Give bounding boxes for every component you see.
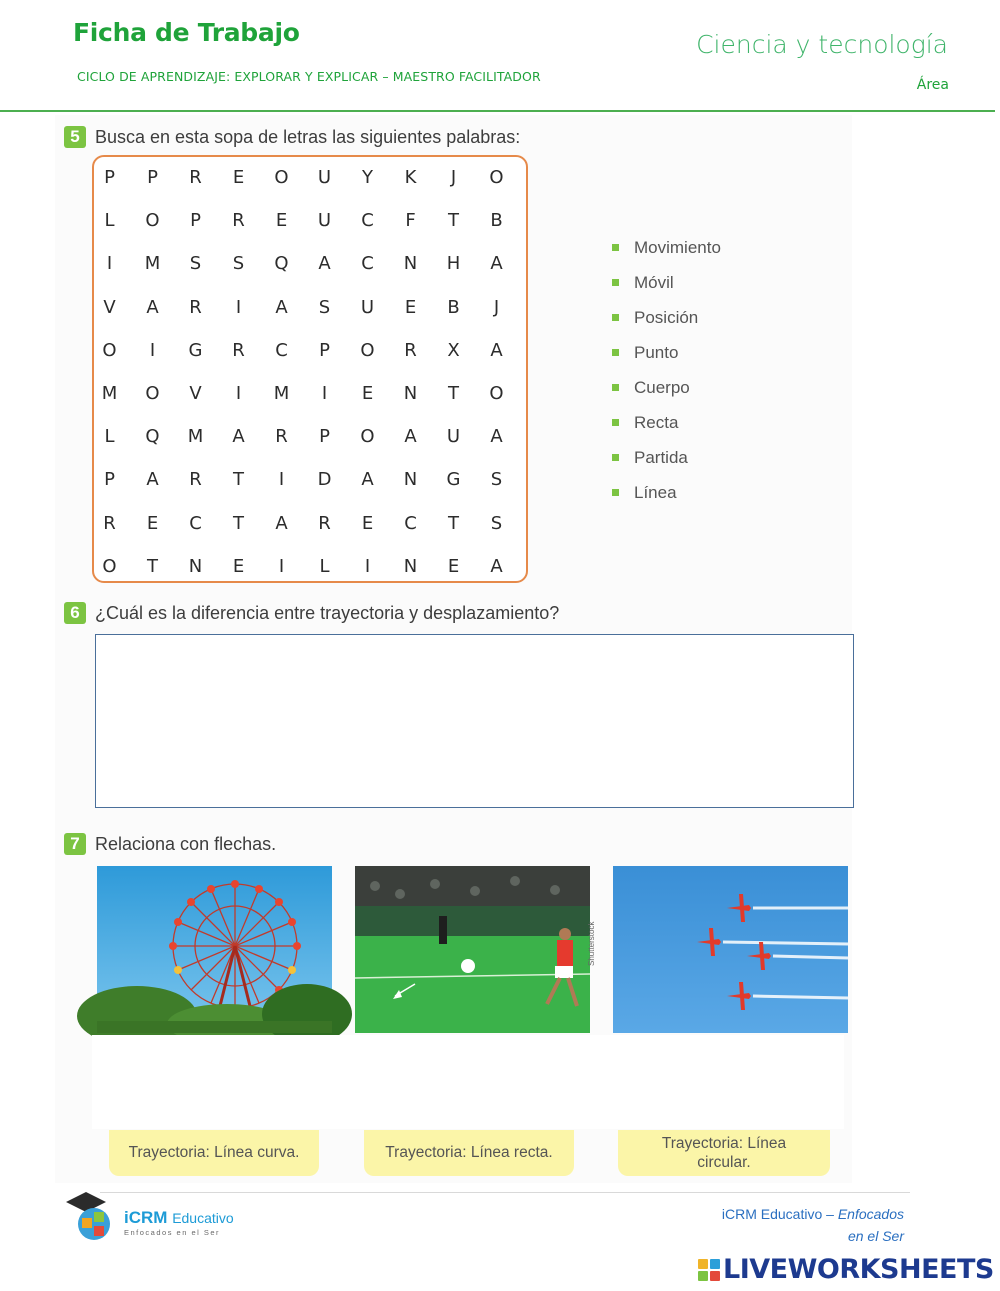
letter-cell[interactable]: A (275, 296, 288, 318)
label-curve[interactable]: Trayectoria: Línea curva. (109, 1130, 319, 1176)
letter-cell[interactable]: R (189, 167, 202, 189)
area-label: Área (916, 77, 949, 93)
word-label: Móvil (634, 272, 674, 292)
letter-cell[interactable]: F (405, 210, 416, 232)
letter-cell[interactable]: A (490, 339, 503, 361)
word-search-grid[interactable] (88, 156, 518, 588)
letter-cell[interactable]: O (489, 167, 504, 189)
word-list-item (612, 265, 721, 300)
letter-cell[interactable]: V (189, 383, 202, 405)
letter-cell[interactable]: I (364, 555, 371, 577)
bullet-icon (612, 454, 619, 461)
cycle-subtitle: CICLO DE APRENDIZAJE: EXPLORAR Y EXPLICAR – MAESTRO FACILITADOR (77, 69, 541, 84)
bullet-icon (612, 279, 619, 286)
subject-area: Ciencia y tecnología (696, 30, 948, 59)
letter-cell[interactable]: Q (274, 253, 289, 275)
letter-cell[interactable]: I (235, 383, 242, 405)
word-list-item (612, 370, 721, 405)
arrow-drawing-area[interactable] (92, 1035, 844, 1129)
letter-cell[interactable]: O (360, 339, 375, 361)
letter-cell[interactable]: R (189, 296, 202, 318)
letter-cell[interactable]: L (104, 210, 115, 232)
letter-cell[interactable]: O (145, 210, 160, 232)
letter-cell[interactable]: O (274, 167, 289, 189)
letter-cell[interactable]: A (490, 555, 503, 577)
letter-cell[interactable]: S (189, 253, 202, 275)
word-label: Posición (634, 307, 699, 327)
letter-cell[interactable]: T (448, 383, 459, 405)
letter-cell[interactable]: E (146, 512, 159, 534)
letter-cell[interactable]: S (232, 253, 245, 275)
letter-cell[interactable]: N (403, 383, 418, 405)
letter-cell[interactable]: I (278, 555, 285, 577)
letter-cell[interactable]: Y (362, 167, 373, 189)
letter-cell[interactable]: U (317, 210, 332, 232)
letter-cell[interactable]: M (273, 383, 290, 405)
letter-cell[interactable]: P (319, 339, 330, 361)
letter-cell[interactable]: A (404, 426, 417, 448)
letter-cell[interactable]: U (317, 167, 332, 189)
question-7-number: 7 (64, 833, 86, 855)
footer-slogan: en el Ser (847, 1228, 904, 1244)
soccer-image[interactable] (355, 866, 596, 1033)
header-divider (0, 110, 995, 112)
letter-cell[interactable]: A (490, 426, 503, 448)
letter-cell[interactable]: G (446, 469, 461, 491)
logo-tagline: Enfocados en el Ser (124, 1228, 221, 1237)
letter-cell[interactable]: K (404, 167, 417, 189)
letter-cell[interactable]: C (361, 253, 374, 275)
question-7-prompt: Relaciona con flechas. (95, 834, 277, 854)
letter-cell[interactable]: N (403, 555, 418, 577)
letter-cell[interactable]: T (448, 210, 459, 232)
label-circular[interactable]: Trayectoria: Línea circular. (618, 1130, 830, 1176)
letter-cell[interactable]: S (490, 469, 503, 491)
letter-cell[interactable]: I (106, 253, 113, 275)
letter-cell[interactable]: P (319, 426, 330, 448)
letter-cell[interactable]: I (278, 469, 285, 491)
question-6-number: 6 (64, 602, 86, 624)
letter-cell[interactable]: X (447, 339, 460, 361)
letter-cell[interactable]: P (190, 210, 201, 232)
letter-cell[interactable]: T (233, 512, 244, 534)
letter-cell[interactable]: M (187, 426, 204, 448)
letter-cell[interactable]: P (104, 469, 115, 491)
ferris-wheel-image[interactable] (97, 866, 332, 1033)
word-label: Punto (634, 342, 679, 362)
photo-credit: Shutterstock (587, 921, 596, 966)
letter-cell[interactable]: C (275, 339, 288, 361)
letter-cell[interactable]: M (101, 383, 118, 405)
letter-cell[interactable]: E (404, 296, 417, 318)
letter-cell[interactable]: R (103, 512, 116, 534)
label-straight[interactable]: Trayectoria: Línea recta. (364, 1130, 574, 1176)
letter-cell[interactable]: E (275, 210, 288, 232)
question-6-prompt: ¿Cuál es la diferencia entre trayectoria y desplazamiento? (95, 603, 560, 623)
letter-cell[interactable]: N (403, 469, 418, 491)
letter-cell[interactable]: J (450, 167, 457, 189)
letter-cell[interactable]: O (102, 339, 117, 361)
word-label: Partida (634, 447, 688, 467)
liveworksheets-icon (698, 1259, 720, 1281)
letter-cell[interactable]: C (361, 210, 374, 232)
footer-brand: iCRM Educativo – Enfocados (721, 1206, 904, 1222)
word-list-item (612, 405, 721, 440)
word-label: Cuerpo (634, 377, 690, 397)
word-label: Línea (634, 482, 677, 502)
answer-textbox[interactable] (95, 634, 854, 808)
letter-cell[interactable]: A (361, 469, 374, 491)
letter-cell[interactable]: O (145, 383, 160, 405)
bullet-icon (612, 314, 619, 321)
planes-image[interactable] (613, 866, 848, 1033)
bullet-icon (612, 244, 619, 251)
word-list-item (612, 230, 721, 265)
logo-name: iCRM Educativo (124, 1208, 234, 1227)
letter-cell[interactable]: C (189, 512, 202, 534)
letter-cell[interactable]: M (144, 253, 161, 275)
letter-cell[interactable]: T (233, 469, 244, 491)
letter-cell[interactable]: E (232, 167, 245, 189)
letter-cell[interactable]: A (232, 426, 245, 448)
letter-cell[interactable]: R (318, 512, 331, 534)
word-list-item (612, 300, 721, 335)
liveworksheets-watermark[interactable]: LIVEWORKSHEETS (698, 1254, 994, 1285)
letter-cell[interactable]: E (361, 512, 374, 534)
letter-cell[interactable]: D (317, 469, 332, 491)
letter-cell[interactable]: C (404, 512, 417, 534)
letter-cell[interactable]: Q (145, 426, 160, 448)
letter-cell[interactable]: I (321, 383, 328, 405)
word-list-item (612, 475, 721, 510)
letter-cell[interactable]: R (232, 339, 245, 361)
bullet-icon (612, 349, 619, 356)
letter-cell[interactable]: R (404, 339, 417, 361)
letter-cell[interactable]: R (232, 210, 245, 232)
letter-cell[interactable]: B (490, 210, 503, 232)
letter-cell[interactable]: R (189, 469, 202, 491)
letter-cell[interactable]: S (490, 512, 503, 534)
letter-cell[interactable]: E (361, 383, 374, 405)
letter-cell[interactable]: V (103, 296, 116, 318)
letter-cell[interactable]: N (403, 253, 418, 275)
letter-cell[interactable]: N (188, 555, 203, 577)
letter-cell[interactable]: A (146, 296, 159, 318)
word-list-item (612, 440, 721, 475)
letter-cell[interactable]: G (188, 339, 203, 361)
letter-cell[interactable]: S (318, 296, 331, 318)
icrm-logo-icon (64, 1188, 124, 1244)
letter-cell[interactable]: E (447, 555, 460, 577)
page-title: Ficha de Trabajo (73, 18, 300, 47)
footer-divider (100, 1192, 910, 1193)
letter-cell[interactable]: A (275, 512, 288, 534)
bullet-icon (612, 419, 619, 426)
letter-cell[interactable]: P (104, 167, 115, 189)
word-label: Movimiento (634, 237, 721, 257)
letter-cell[interactable]: I (149, 339, 156, 361)
letter-cell[interactable]: L (104, 426, 115, 448)
letter-cell[interactable]: U (360, 296, 375, 318)
letter-cell[interactable]: E (232, 555, 245, 577)
bullet-icon (612, 489, 619, 496)
letter-cell[interactable]: U (446, 426, 461, 448)
letter-cell[interactable]: L (319, 555, 330, 577)
bullet-icon (612, 384, 619, 391)
letter-cell[interactable]: B (447, 296, 460, 318)
letter-cell[interactable]: O (489, 383, 504, 405)
question-5-prompt: Busca en esta sopa de letras las siguientes palabras: (95, 127, 521, 147)
question-5-number: 5 (64, 126, 86, 148)
letter-cell[interactable]: J (493, 296, 500, 318)
letter-cell[interactable]: H (446, 253, 461, 275)
word-list-item (612, 335, 721, 370)
letter-cell[interactable]: T (448, 512, 459, 534)
letter-cell[interactable]: I (235, 296, 242, 318)
word-label: Recta (634, 412, 679, 432)
letter-cell[interactable]: P (147, 167, 158, 189)
letter-cell[interactable]: O (102, 555, 117, 577)
letter-cell[interactable]: R (275, 426, 288, 448)
letter-cell[interactable]: T (147, 555, 158, 577)
letter-cell[interactable]: A (490, 253, 503, 275)
letter-cell[interactable]: A (146, 469, 159, 491)
letter-cell[interactable]: O (360, 426, 375, 448)
word-list (612, 230, 721, 510)
letter-cell[interactable]: A (318, 253, 331, 275)
